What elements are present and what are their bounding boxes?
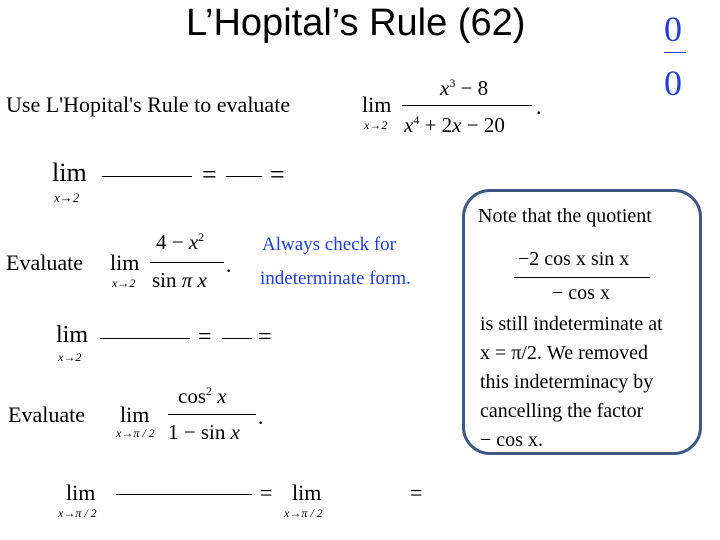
note-line-3: x = π/2. We removed <box>480 342 649 364</box>
work-1-fraction-bar-2 <box>226 176 262 177</box>
problem-2-limit-sub: x→2 <box>112 276 136 290</box>
problem-1-lim: lim <box>362 92 392 117</box>
hint-line-2: indeterminate form. <box>260 268 411 289</box>
work-1-fraction-bar <box>102 176 192 177</box>
problem-1-denominator: $x^4 + 2x - 20$ <box>404 113 505 137</box>
work-3-equals-2: = <box>410 480 423 505</box>
problem-2-period: . <box>226 252 232 277</box>
work-2-equals-2: = <box>258 324 272 350</box>
problem-3-numerator: $\cos^2 x$ <box>178 384 227 408</box>
work-3-limit-sub-1: x→π / 2 <box>58 506 97 520</box>
work-3-limit-sub-2: x→π / 2 <box>284 506 323 520</box>
work-1-equals-1: = <box>202 160 217 189</box>
corner-fraction-bar <box>664 52 686 53</box>
note-line-1: Note that the quotient <box>478 205 652 227</box>
problem-2-numerator: $4 - x^2$ <box>156 230 205 254</box>
work-2-equals-1: = <box>198 324 212 350</box>
work-3-equals-1: = <box>260 480 273 505</box>
problem-3-denominator: 1 − sin x <box>168 420 240 444</box>
work-1-limit-sub: x→2 <box>54 190 80 205</box>
problem-3-prompt: Evaluate <box>8 402 85 427</box>
note-line-5: cancelling the factor <box>480 400 644 422</box>
work-2-lim: lim <box>56 322 89 348</box>
problem-3-period: . <box>258 404 264 429</box>
problem-2-prompt: Evaluate <box>6 250 83 275</box>
note-fraction-numerator: −2 cos x sin x <box>518 248 630 270</box>
note-line-6: − cos x. <box>480 429 543 451</box>
problem-1-numerator: $x^3 - 8$ <box>440 76 489 100</box>
problem-2-lim: lim <box>110 250 140 275</box>
problem-1-prompt: Use L'Hopital's Rule to evaluate <box>6 92 291 117</box>
note-fraction-denominator: − cos x <box>552 282 610 304</box>
page-title: L’Hopital’s Rule (62) <box>186 2 526 44</box>
problem-1-limit-sub: x→2 <box>364 118 388 132</box>
work-1-equals-2: = <box>270 160 285 189</box>
problem-1-fraction-bar <box>402 105 532 106</box>
problem-1-period: . <box>536 94 542 119</box>
problem-2-fraction-bar <box>150 262 224 263</box>
work-3-fraction-bar <box>116 494 252 495</box>
work-3-lim-2: lim <box>292 480 322 505</box>
work-3-lim-1: lim <box>66 480 96 505</box>
work-2-fraction-bar <box>100 338 190 339</box>
problem-3-lim: lim <box>120 402 150 427</box>
work-2-fraction-bar-2 <box>222 338 252 339</box>
hint-line-1: Always check for <box>262 234 397 255</box>
corner-denominator: 0 <box>664 63 682 103</box>
note-line-4: this indeterminacy by <box>480 371 654 393</box>
problem-3-limit-sub: x→π / 2 <box>116 426 155 440</box>
work-1-lim: lim <box>52 158 87 187</box>
corner-numerator: 0 <box>664 9 682 49</box>
note-line-2: is still indeterminate at <box>480 313 663 335</box>
note-fraction-bar <box>514 277 650 278</box>
problem-2-denominator: sin π x <box>152 268 207 292</box>
work-2-limit-sub: x→2 <box>58 350 82 364</box>
problem-3-fraction-bar <box>168 414 256 415</box>
